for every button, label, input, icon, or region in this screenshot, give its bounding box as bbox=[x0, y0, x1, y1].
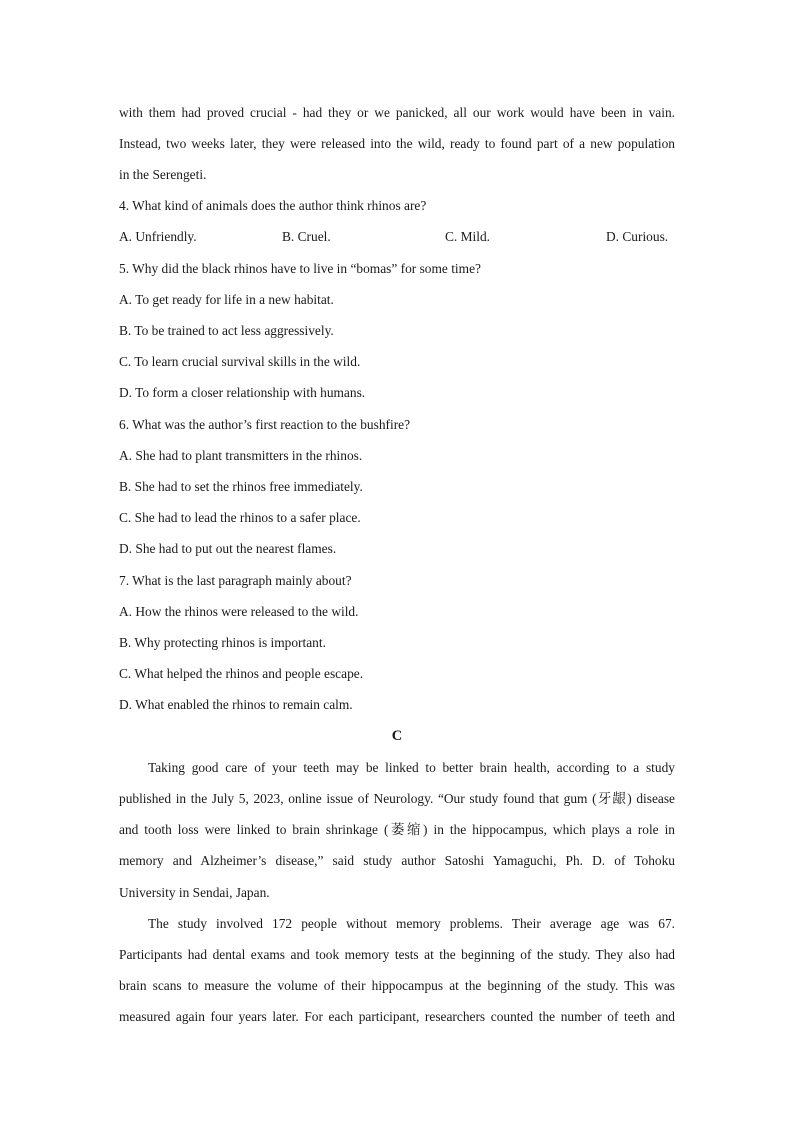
paragraph-line: and tooth loss were linked to brain shrinkage (萎缩) in the hippocampus, which plays a role in bbox=[119, 822, 675, 837]
paragraph-line: Taking good care of your teeth may be linked to better brain health, according to a study bbox=[148, 760, 675, 775]
option-c: C. Mild. bbox=[445, 229, 491, 244]
option-a: A. To get ready for life in a new habitat. bbox=[119, 292, 334, 307]
option-c: C. To learn crucial survival skills in the wild. bbox=[119, 354, 361, 369]
paragraph-line: The study involved 172 people without memory problems. Their average age was 67. bbox=[148, 916, 675, 931]
question-stem: 4. What kind of animals does the author think rhinos are? bbox=[119, 198, 427, 213]
paragraph-line: brain scans to measure the volume of their hippocampus at the beginning of the study. This was bbox=[119, 978, 675, 993]
option-d: D. She had to put out the nearest flames. bbox=[119, 541, 337, 556]
question-stem: 7. What is the last paragraph mainly about? bbox=[119, 573, 352, 588]
question-stem: 6. What was the author’s first reaction to the bushfire? bbox=[119, 417, 411, 432]
option-a: A. Unfriendly. bbox=[119, 229, 197, 244]
option-d: D. To form a closer relationship with humans. bbox=[119, 385, 366, 400]
option-a: A. She had to plant transmitters in the rhinos. bbox=[119, 448, 363, 463]
paragraph-line: Participants had dental exams and took memory tests at the beginning of the study. They also had bbox=[119, 947, 675, 962]
passage-line: with them had proved crucial - had they or we panicked, all our work would have been in vain. bbox=[119, 105, 675, 120]
option-b: B. Cruel. bbox=[282, 229, 331, 244]
paragraph-line: University in Sendai, Japan. bbox=[119, 885, 270, 900]
passage-line: Instead, two weeks later, they were released into the wild, ready to found part of a new population bbox=[119, 136, 675, 151]
option-d: D. Curious. bbox=[606, 229, 669, 244]
passage-line: in the Serengeti. bbox=[119, 167, 207, 182]
option-d: D. What enabled the rhinos to remain calm. bbox=[119, 697, 353, 712]
option-c: C. What helped the rhinos and people escape. bbox=[119, 666, 364, 681]
option-b: B. Why protecting rhinos is important. bbox=[119, 635, 326, 650]
paragraph-line: published in the July 5, 2023, online issue of Neurology. “Our study found that gum (牙龈) disease bbox=[119, 791, 675, 806]
question-stem: 5. Why did the black rhinos have to live in “bomas” for some time? bbox=[119, 261, 481, 276]
paragraph-line: memory and Alzheimer’s disease,” said study author Satoshi Yamaguchi, Ph. D. of Tohoku bbox=[119, 853, 675, 868]
option-b: B. To be trained to act less aggressively. bbox=[119, 323, 334, 338]
option-a: A. How the rhinos were released to the wild. bbox=[119, 604, 359, 619]
paragraph-line: measured again four years later. For each participant, researchers counted the number of teeth and bbox=[119, 1009, 675, 1024]
option-b: B. She had to set the rhinos free immediately. bbox=[119, 479, 363, 494]
section-heading: C bbox=[391, 728, 403, 744]
option-c: C. She had to lead the rhinos to a safer place. bbox=[119, 510, 361, 525]
